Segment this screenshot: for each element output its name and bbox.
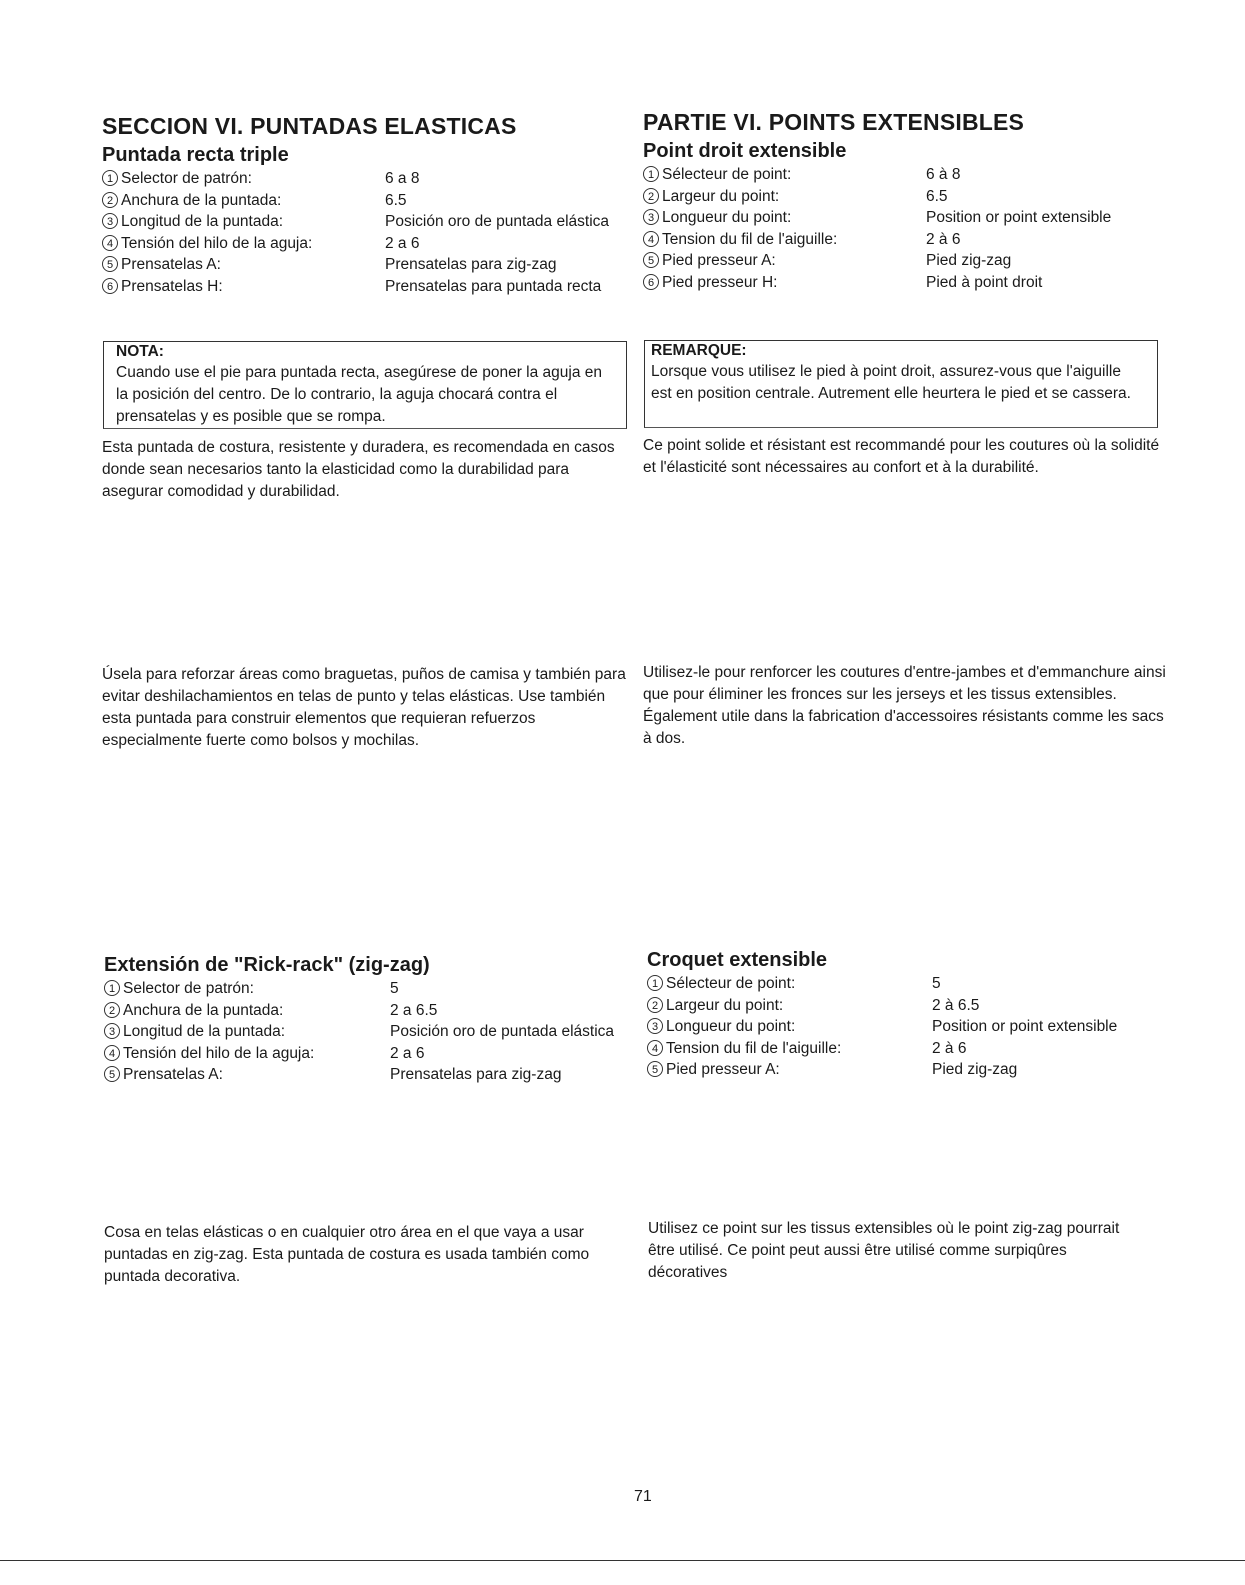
circled-number-icon: 3	[647, 1018, 663, 1034]
setting-value: 2 à 6.5	[932, 996, 980, 1014]
circled-number-icon: 2	[643, 188, 659, 204]
paragraph-es-triple-2: Úsela para reforzar áreas como braguetas, puños de camisa y también para evitar deshilachamientos en telas de punto y telas elásticas. Use también esta puntada para construir elementos que requieran refuerzos especialmente fuerte como bolsos y mochilas.	[102, 666, 626, 749]
settings-row	[104, 1000, 624, 1022]
subheading-fr-rick: Croquet extensible	[647, 949, 828, 971]
settings-row	[102, 168, 622, 190]
setting-value: 5	[390, 980, 399, 997]
setting-label-cell	[104, 1000, 390, 1022]
circled-number-icon: 4	[647, 1040, 663, 1056]
setting-label-cell	[647, 1016, 932, 1038]
setting-label-cell	[643, 250, 926, 272]
settings-row	[104, 978, 624, 1000]
subheading-fr-triple: Point droit extensible	[643, 140, 847, 162]
settings-row	[647, 995, 1167, 1017]
circled-number-icon: 2	[647, 997, 663, 1013]
setting-label-cell	[647, 995, 932, 1017]
setting-label: Selector de patrón:	[121, 170, 252, 187]
setting-label-cell	[643, 186, 926, 208]
es-rick-section	[104, 952, 624, 1086]
setting-label-cell	[102, 254, 385, 276]
circled-number-icon: 1	[102, 170, 118, 186]
setting-value: 6.5	[926, 187, 948, 205]
setting-value: 2 à 6	[926, 230, 961, 248]
subheading-es-rick: Extensión de "Rick-rack" (zig-zag)	[104, 954, 430, 976]
setting-label-cell	[104, 1043, 390, 1065]
setting-label-cell	[647, 973, 932, 995]
setting-value: 2 à 6	[932, 1039, 967, 1057]
setting-value: Prensatelas para zig-zag	[385, 256, 557, 273]
setting-value: Prensatelas para zig-zag	[390, 1066, 562, 1083]
circled-number-icon: 1	[104, 980, 120, 996]
bottom-rule	[0, 1560, 1245, 1561]
setting-value: 6 à 8	[926, 166, 961, 183]
paragraph-es-rick: Cosa en telas elásticas o en cualquier otro área en el que vaya a usar puntadas en zig-zag. Esta puntada de costura es usada también como puntada decorativa.	[104, 1224, 590, 1285]
settings-row	[102, 254, 622, 276]
setting-label: Anchura de la puntada:	[123, 1001, 284, 1019]
setting-label: Prensatelas H:	[121, 277, 223, 295]
circled-number-icon: 3	[104, 1023, 120, 1039]
settings-table-fr-triple	[643, 164, 1163, 293]
circled-number-icon: 6	[102, 278, 118, 294]
circled-number-icon: 5	[104, 1066, 120, 1082]
setting-value: Pied à point droit	[926, 273, 1043, 291]
settings-row	[643, 164, 1163, 186]
note-box-fr	[644, 340, 1158, 428]
es-triple-section	[102, 112, 622, 297]
settings-row	[104, 1043, 624, 1065]
setting-value: Pied zig-zag	[926, 252, 1012, 269]
setting-label: Longitud de la puntada:	[121, 213, 284, 230]
subheading-es-triple: Puntada recta triple	[102, 144, 289, 166]
setting-label: Sélecteur de point:	[662, 166, 792, 183]
settings-row	[102, 276, 622, 298]
setting-label: Tension du fil de l'aiguille:	[666, 1039, 842, 1057]
settings-row	[102, 190, 622, 212]
setting-value: Posición oro de puntada elástica	[385, 213, 610, 230]
setting-label: Tensión del hilo de la aguja:	[123, 1044, 315, 1062]
settings-table-es-triple	[102, 168, 622, 297]
setting-label-cell	[104, 1064, 390, 1086]
setting-value: 2 a 6.5	[390, 1001, 438, 1019]
paragraph-fr-triple-1: Ce point solide et résistant est recommandé pour les coutures où la solidité et l'élasticité sont nécessaires au confort et à la durabilité.	[643, 437, 1160, 476]
settings-table-fr-rick	[647, 973, 1167, 1081]
setting-label-cell	[104, 978, 390, 1000]
circled-number-icon: 6	[643, 274, 659, 290]
settings-row	[102, 233, 622, 255]
settings-row	[104, 1021, 624, 1043]
setting-label-cell	[647, 1059, 932, 1081]
settings-row	[104, 1064, 624, 1086]
circled-number-icon: 3	[102, 213, 118, 229]
setting-label: Largeur du point:	[666, 996, 784, 1014]
setting-value: 2 a 6	[385, 234, 420, 252]
settings-row	[647, 1038, 1167, 1060]
setting-label-cell	[643, 229, 926, 251]
setting-label: Pied presseur A:	[666, 1061, 780, 1078]
circled-number-icon: 1	[643, 166, 659, 182]
circled-number-icon: 1	[647, 975, 663, 991]
setting-value: Prensatelas para puntada recta	[385, 277, 602, 295]
note-box-es	[103, 341, 627, 429]
setting-label-cell	[102, 168, 385, 190]
paragraph-fr-triple-2: Utilisez-le pour renforcer les coutures d'entre-jambes et d'emmanchure ainsi que pour éliminer les fronces sur les jerseys et les tissus extensibles. Également utile dans la fabrication d'accessoires résistants comme les sacs à dos.	[643, 664, 1166, 747]
setting-label: Tensión del hilo de la aguja:	[121, 234, 313, 252]
section-heading-fr: PARTIE VI. POINTS EXTENSIBLES	[643, 109, 1025, 135]
setting-label: Longueur du point:	[666, 1018, 796, 1035]
setting-value: Position or point extensible	[932, 1018, 1118, 1035]
setting-label-cell	[643, 164, 926, 186]
circled-number-icon: 4	[643, 231, 659, 247]
circled-number-icon: 4	[102, 235, 118, 251]
circled-number-icon: 3	[643, 209, 659, 225]
setting-label-cell	[102, 233, 385, 255]
setting-label: Tension du fil de l'aiguille:	[662, 230, 838, 248]
setting-label-cell	[104, 1021, 390, 1043]
fr-rick-section	[647, 947, 1167, 1081]
fr-triple-section	[643, 108, 1163, 293]
note-text-fr: Lorsque vous utilisez le pied à point droit, assurez-vous que l'aiguille est en position centrale. Autrement elle heurtera le pied et se cassera.	[651, 363, 1131, 402]
setting-label: Sélecteur de point:	[666, 975, 796, 992]
setting-label-cell	[102, 211, 385, 233]
setting-label-cell	[643, 207, 926, 229]
circled-number-icon: 2	[104, 1002, 120, 1018]
setting-label: Largeur du point:	[662, 187, 780, 205]
note-title-es: NOTA:	[116, 343, 164, 360]
setting-label-cell	[647, 1038, 932, 1060]
setting-value: 6 a 8	[385, 170, 420, 187]
setting-label-cell	[643, 272, 926, 294]
setting-label: Prensatelas A:	[123, 1066, 223, 1083]
settings-row	[643, 250, 1163, 272]
setting-value: Pied zig-zag	[932, 1061, 1018, 1078]
note-text-es: Cuando use el pie para puntada recta, asegúrese de poner la aguja en la posición del centro. De lo contrario, la aguja chocará contra el prensatelas y es posible que se rompa.	[116, 364, 603, 425]
paragraph-fr-rick: Utilisez ce point sur les tissus extensibles où le point zig-zag pourrait être utilisé. Ce point peut aussi être utilisé comme surpiqûres décoratives	[648, 1220, 1120, 1281]
circled-number-icon: 2	[102, 192, 118, 208]
setting-label: Anchura de la puntada:	[121, 191, 282, 209]
circled-number-icon: 5	[102, 256, 118, 272]
paragraph-es-triple-1: Esta puntada de costura, resistente y duradera, es recomendada en casos donde sean necesarios tanto la elasticidad como la durabilidad para asegurar comodidad y durabilidad.	[102, 439, 615, 500]
settings-row	[643, 186, 1163, 208]
setting-label: Selector de patrón:	[123, 980, 254, 997]
settings-row	[643, 229, 1163, 251]
setting-label: Longueur du point:	[662, 209, 792, 226]
setting-label: Pied presseur H:	[662, 273, 778, 291]
setting-label-cell	[102, 276, 385, 298]
setting-label-cell	[102, 190, 385, 212]
circled-number-icon: 5	[643, 252, 659, 268]
setting-value: 5	[932, 975, 941, 992]
settings-row	[647, 973, 1167, 995]
settings-row	[643, 272, 1163, 294]
circled-number-icon: 4	[104, 1045, 120, 1061]
page-number: 71	[634, 1488, 652, 1505]
section-heading-es: SECCION VI. PUNTADAS ELASTICAS	[102, 113, 517, 139]
settings-row	[647, 1059, 1167, 1081]
setting-value: Posición oro de puntada elástica	[390, 1023, 615, 1040]
note-title-fr: REMARQUE:	[651, 342, 747, 359]
settings-row	[643, 207, 1163, 229]
setting-value: 2 a 6	[390, 1044, 425, 1062]
setting-value: Position or point extensible	[926, 209, 1112, 226]
settings-table-es-rick	[104, 978, 624, 1086]
setting-label: Prensatelas A:	[121, 256, 221, 273]
settings-row	[102, 211, 622, 233]
settings-row	[647, 1016, 1167, 1038]
setting-value: 6.5	[385, 191, 407, 209]
setting-label: Pied presseur A:	[662, 252, 776, 269]
circled-number-icon: 5	[647, 1061, 663, 1077]
setting-label: Longitud de la puntada:	[123, 1023, 286, 1040]
